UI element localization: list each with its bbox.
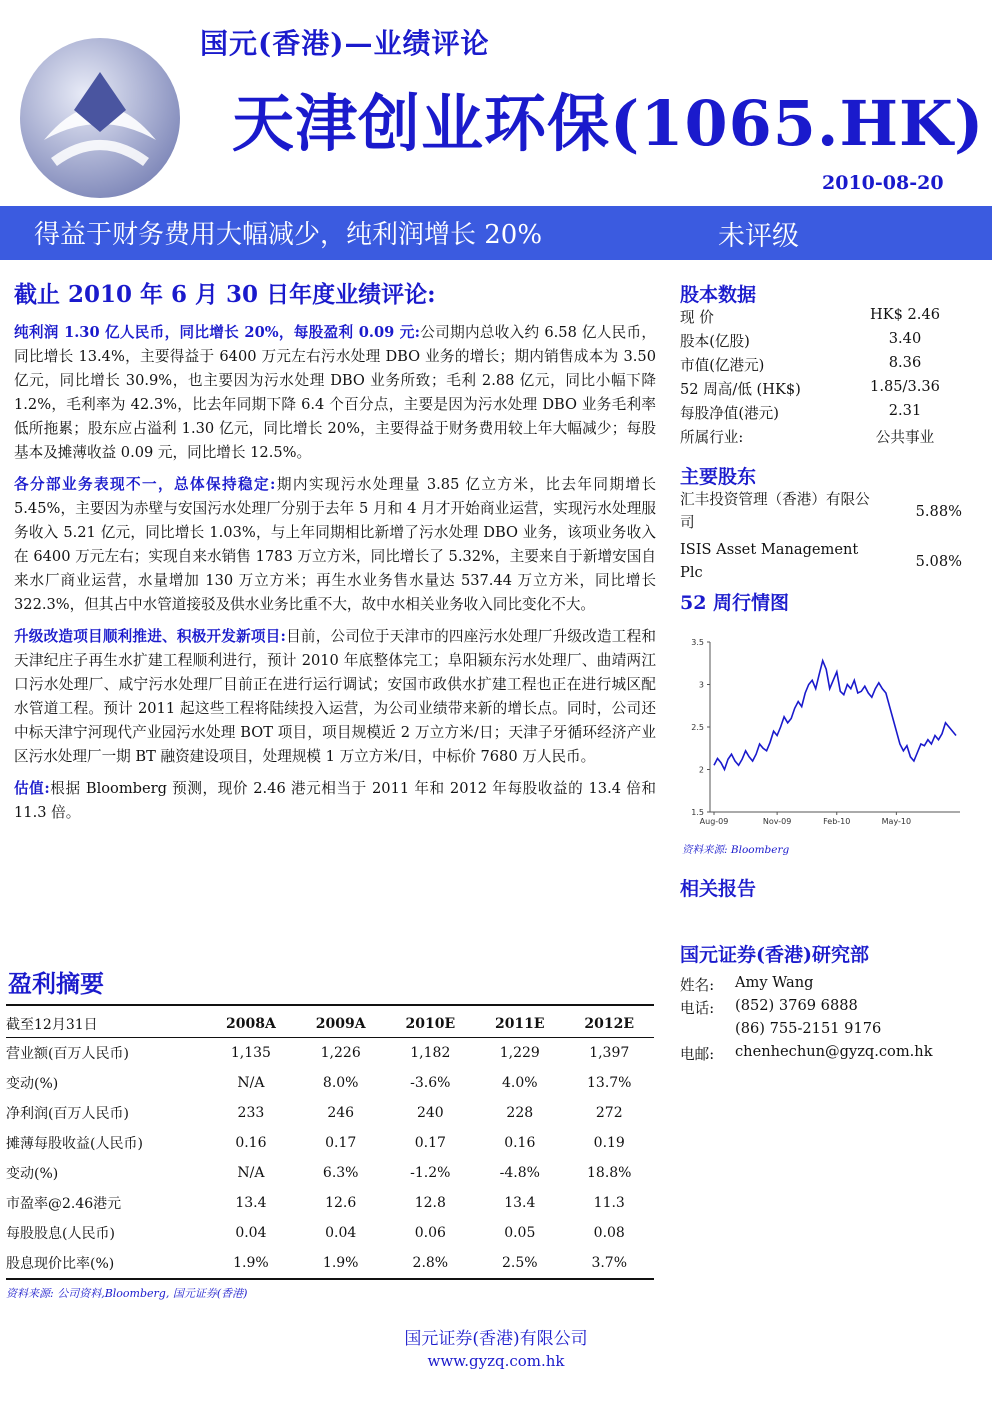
contact-name-label: 姓名: (680, 977, 715, 994)
phone-hk: (852) 3769 6888 (735, 997, 858, 1014)
stock-data-row (680, 354, 960, 378)
earnings-source: 资料来源: 公司资料,Bloomberg, 国元证券(香港) (6, 1287, 248, 1300)
y-tick-label: 1.5 (691, 808, 704, 817)
contact-email-row (680, 1043, 933, 1066)
review-paragraph (14, 625, 656, 769)
stock-data-value: 公共事业 (875, 429, 935, 446)
row-label: 变动(%) (6, 1076, 59, 1092)
shareholder-name: 汇丰投资管理（香港）有限公司 (680, 491, 870, 531)
row-value: 240 (416, 1105, 444, 1121)
stock-data-value: 1.85/3.36 (870, 378, 940, 395)
row-value: 8.0% (322, 1075, 359, 1091)
table-row (6, 1038, 654, 1069)
row-value: N/A (237, 1165, 265, 1181)
row-value: 0.17 (414, 1135, 446, 1151)
stock-data-label: 每股净值(港元) (680, 405, 779, 422)
y-tick-label: 2.5 (691, 723, 704, 732)
report-date: 2010-08-20 (822, 172, 944, 194)
stock-data-label: 52 周高/低 (HK$) (680, 381, 801, 398)
chart-title: 52 周行情图 (680, 592, 790, 614)
paragraph-lead: 纯利润 1.30 亿人民币，同比增长 20%，每股盈利 0.09 元: (14, 324, 420, 341)
price-line (714, 661, 956, 770)
footer-url[interactable]: www.gyzq.com.hk (427, 1352, 565, 1370)
row-value: 11.3 (593, 1195, 625, 1211)
row-value: 2.8% (386, 1248, 475, 1279)
row-value: 2.5% (475, 1248, 564, 1279)
row-value: 12.6 (325, 1195, 357, 1211)
contact-phone-label: 电话: (680, 1000, 715, 1017)
stock-data-row (680, 378, 960, 402)
x-tick-label: Nov-09 (762, 817, 792, 826)
price-chart (680, 630, 965, 840)
row-value: 4.0% (501, 1075, 538, 1091)
row-value: 0.08 (593, 1225, 625, 1241)
paragraph-lead: 升级改造项目顺利推进、积极开发新项目: (14, 628, 286, 645)
row-value: N/A (237, 1075, 265, 1091)
shareholder-name: ISIS Asset Management Plc (680, 541, 859, 581)
table-row (6, 1128, 654, 1158)
contact-info (680, 974, 933, 1066)
stock-data-row (680, 426, 960, 450)
row-label: 变动(%) (6, 1166, 59, 1182)
row-value: 6.3% (322, 1165, 359, 1181)
research-title: 国元证券(香港)研究部 (680, 944, 869, 966)
shareholders-title: 主要股东 (680, 466, 757, 488)
table-row (6, 1158, 654, 1188)
y-tick-label: 2 (698, 765, 704, 775)
table-row (6, 1248, 654, 1279)
table-header-year: 2009A (296, 1010, 386, 1038)
row-label: 市盈率@2.46港元 (6, 1196, 122, 1212)
shareholder-pct: 5.08% (915, 552, 962, 570)
table-header-year: 2010E (386, 1010, 475, 1038)
stock-data-label: 所属行业: (680, 429, 744, 446)
review-paragraph (14, 473, 656, 617)
paragraph-body: 公司期内总收入约 6.58 亿人民币，同比增长 13.4%，主要得益于 6400 万元左右污水处理 DBO 业务的增长；期内销售成本为 3.50 亿元，同比增长 30.9%，也主要因为污水处理 DBO 业务所致；毛利 2.88 亿元，同比小幅下降 1.2%，毛利率为 42.3%，比去年同期下降 6.4 个百分点，主要是因为污水处理 DBO 业务毛利率低所拖累；股东应占溢利 1.30 亿元，同比增长 20%，主要得益于财务费用较上年大幅减少；每股基本及摊薄收益 0.09 元，同比增长 12.5%。 (14, 324, 656, 461)
row-value: 1,182 (410, 1045, 451, 1061)
row-value: 1,229 (499, 1045, 540, 1061)
shareholder-pct: 5.88% (915, 502, 962, 520)
headline-text: 得益于财务费用大幅减少，纯利润增长 20% (34, 220, 543, 250)
paragraph-lead: 估值: (14, 780, 50, 797)
row-value: 228 (506, 1105, 534, 1121)
rating-label: 未评级 (718, 221, 799, 252)
contact-email-label: 电邮: (680, 1046, 715, 1063)
earnings-table (6, 1010, 654, 1280)
review-paragraph (14, 321, 656, 465)
table-header-year: 2008A (206, 1010, 296, 1038)
table-row (6, 1188, 654, 1218)
stock-data-row (680, 330, 960, 354)
review-title: 截止 2010 年 6 月 30 日年度业绩评论: (14, 281, 436, 308)
table-header-row (6, 1010, 654, 1038)
row-label: 每股股息(人民币) (6, 1226, 115, 1242)
table-row (6, 1218, 654, 1248)
related-reports-title: 相关报告 (680, 878, 757, 900)
table-header-year: 2012E (565, 1010, 655, 1038)
paragraph-lead: 各分部业务表现不一，总体保持稳定: (14, 476, 276, 493)
stock-data-label: 现 价 (680, 309, 714, 326)
chart-source: 资料来源: Bloomberg (682, 844, 790, 856)
row-label: 营业额(百万人民币) (6, 1046, 129, 1062)
row-value: 18.8% (587, 1165, 632, 1181)
row-value: 0.16 (235, 1135, 267, 1151)
row-value: 0.17 (325, 1135, 357, 1151)
paragraph-body: 目前，公司位于天津市的四座污水处理厂升级改造工程和天津纪庄子再生水扩建工程顺利进行，预计 2010 年底整体完工；阜阳颍东污水处理厂、曲靖两江口污水处理厂、咸宁污水处理厂目前正在进行运行调试；安国市政供水扩建工程也正在进行城区配水管道工程。预计 2011 起这些工程将陆续投入运营，为公司业绩带来新的增长点。同时，公司还中标天津宁河现代产业园污水处理 BOT 项目，项目规模近 2 万立方米/日；天津子牙循环经济产业区污水处理厂一期 BT 融资建设项目，处理规模 1 万立方米/日，中标价 7680 万人民币。 (14, 628, 656, 765)
contact-phone-row (680, 1020, 933, 1043)
company-title: 天津创业环保(1065.HK) (232, 87, 985, 160)
row-value: 0.19 (593, 1135, 625, 1151)
email-address[interactable]: chenhechun@gyzq.com.hk (735, 1043, 933, 1060)
review-paragraph (14, 777, 656, 825)
phone-cn: (86) 755-2151 9176 (735, 1020, 882, 1037)
stock-data-row (680, 306, 960, 330)
row-value: 13.7% (587, 1075, 632, 1091)
earnings-title: 盈利摘要 (8, 969, 104, 998)
stock-data-title: 股本数据 (680, 284, 757, 306)
row-value: -1.2% (410, 1165, 451, 1181)
footer-company: 国元证券(香港)有限公司 (404, 1329, 588, 1349)
shareholder-item (680, 538, 962, 584)
row-value: 13.4 (235, 1195, 267, 1211)
earnings-rule (6, 1004, 654, 1006)
company-logo (14, 32, 186, 204)
row-value: 1.9% (296, 1248, 386, 1279)
row-label: 股息现价比率(%) (6, 1248, 206, 1279)
row-value: -4.8% (499, 1165, 540, 1181)
row-value: -3.6% (410, 1075, 451, 1091)
y-tick-label: 3 (698, 680, 704, 690)
shareholders-list (680, 488, 962, 588)
row-value: 272 (595, 1105, 623, 1121)
shareholder-item (680, 488, 962, 534)
row-value: 3.7% (565, 1248, 655, 1279)
row-label: 净利润(百万人民币) (6, 1106, 129, 1122)
row-value: 0.16 (504, 1135, 536, 1151)
y-tick-label: 3.5 (691, 638, 704, 647)
row-value: 233 (237, 1105, 265, 1121)
stock-data-row (680, 402, 960, 426)
row-value: 0.04 (235, 1225, 267, 1241)
x-tick-label: Feb-10 (823, 817, 851, 826)
row-value: 0.04 (325, 1225, 357, 1241)
row-value: 1,135 (230, 1045, 271, 1061)
row-label: 摊薄每股收益(人民币) (6, 1136, 143, 1152)
row-value: 0.06 (414, 1225, 446, 1241)
review-section (14, 276, 656, 833)
contact-name-row (680, 974, 933, 997)
x-tick-label: May-10 (881, 817, 912, 826)
table-row (6, 1098, 654, 1128)
row-value: 0.05 (504, 1225, 536, 1241)
stock-data-value: HK$ 2.46 (869, 306, 941, 323)
table-row (6, 1068, 654, 1098)
row-value: 12.8 (414, 1195, 446, 1211)
table-header-label: 截至12月31日 (6, 1010, 206, 1038)
stock-data-value: 8.36 (888, 354, 922, 371)
x-tick-label: Aug-09 (699, 817, 729, 826)
paragraph-body: 根据 Bloomberg 预测，现价 2.46 港元相当于 2011 年和 2012 年每股收益的 13.4 倍和 11.3 倍。 (14, 780, 656, 821)
stock-data-label: 股本(亿股) (680, 333, 750, 350)
row-value: 13.4 (504, 1195, 536, 1211)
stock-data-label: 市值(亿港元) (680, 357, 765, 374)
stock-data-value: 3.40 (888, 330, 922, 347)
stock-data-list (680, 306, 960, 450)
paragraph-body: 期内实现污水处理量 3.85 亿立方米，比去年同期增长 5.45%，主要因为赤壁与安国污水处理厂分别于去年 5 月和 4 月才开始商业运营，实现污水处理服务收入 5.21 亿元，同比增长 1.03%，与上年同期相比新增了污水处理 DBO 业务，该项业务收入在 6400 万元左右；实现自来水销售 1783 万立方米，同比增长了 5.32%，主要来自于新增安国自来水厂商业运营，水量增加 130 万立方米；再生水业务售水量达 537.44 万立方米，同比增长 322.3%，但其占中水管道接驳及供水业务比重不大，故中水相关业务收入同比变化不大。 (14, 476, 657, 613)
row-value: 1.9% (206, 1248, 296, 1279)
table-header-year: 2011E (475, 1010, 564, 1038)
report-type: 国元(香港)—业绩评论 (200, 27, 490, 60)
row-value: 246 (327, 1105, 355, 1121)
row-value: 1,397 (589, 1045, 630, 1061)
stock-data-value: 2.31 (888, 402, 922, 419)
contact-phone-row (680, 997, 933, 1020)
analyst-name: Amy Wang (735, 974, 814, 991)
row-value: 1,226 (320, 1045, 361, 1061)
